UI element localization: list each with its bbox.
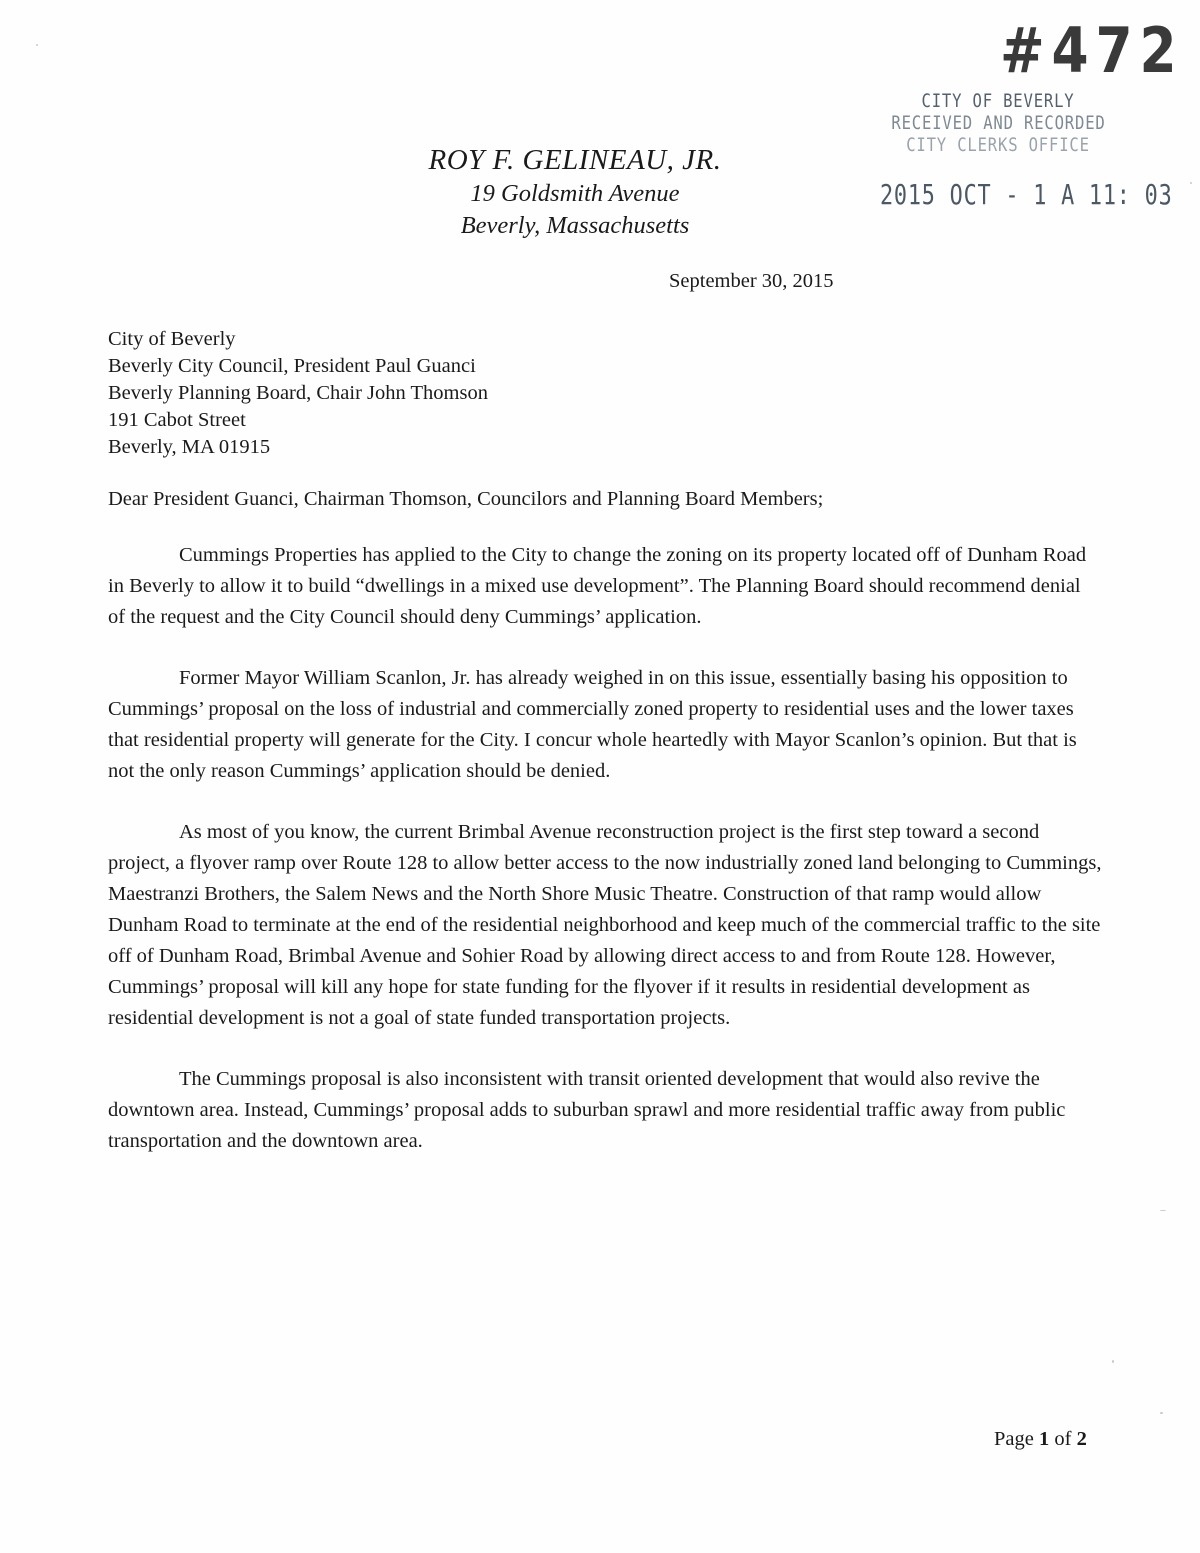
address-line: Beverly Planning Board, Chair John Thomson [108, 382, 488, 404]
stamp-received-line: RECEIVED AND RECORDED [891, 112, 1106, 134]
recipient-address [108, 326, 488, 461]
scan-speck [36, 44, 38, 46]
body-paragraph: As most of you know, the current Brimbal Avenue reconstruction project is the first step toward a second project, a flyover ramp over Route 128 to allow better access to the now industrially zoned land belonging to Cummings, Maestranzi Brothers, the Salem News and the North Shore Music Theatre. Construction of that ramp would allow Dunham Road to terminate at the end of the residential neighborhood and keep much of the commercial traffic to the site off of Dunham Road, Brimbal Avenue and Sohier Road by allowing direct access to and from Route 128. However, Cummings’ proposal will kill any hope for state funding for the flyover if it results in residential development as residential development is not a goal of state funded transportation projects. [108, 821, 1102, 1029]
address-line: City of Beverly [108, 328, 236, 350]
address-line: 191 Cabot Street [108, 409, 246, 431]
letter-date: September 30, 2015 [669, 270, 834, 292]
address-line: Beverly, MA 01915 [108, 436, 271, 458]
salutation: Dear President Guanci, Chairman Thomson, Councilors and Planning Board Members; [108, 488, 824, 510]
scan-speck [1160, 1412, 1163, 1414]
stamp-city-line: CITY OF BEVERLY [921, 90, 1075, 112]
page-word: Page [994, 1428, 1034, 1450]
body-paragraph: Former Mayor William Scanlon, Jr. has already weighed in on this issue, essentially basing his opposition to Cummings’ proposal on the loss of industrial and commercially zoned property to residential uses and the lower taxes that residential property will generate for the City. I concur whole heartedly with Mayor Scanlon’s opinion. But that is not the only reason Cummings’ application should be denied. [108, 667, 1077, 782]
sender-city: Beverly, Massachusetts [460, 212, 690, 239]
page-current: 1 [1038, 1428, 1050, 1450]
sender-name: ROY F. GELINEAU, JR. [428, 144, 722, 176]
letterhead [380, 142, 770, 242]
page-number [994, 1428, 1087, 1451]
sender-street: 19 Goldsmith Avenue [470, 180, 680, 207]
clerk-received-stamp [868, 90, 1128, 156]
scan-speck [1160, 1210, 1166, 1211]
body-paragraph: The Cummings proposal is also inconsistent with transit oriented development that would also revive the downtown area. Instead, Cummings’ proposal adds to suburban sprawl and more residential traffic away from public transportation and the downtown area. [108, 1068, 1066, 1152]
body-paragraph: Cummings Properties has applied to the City to change the zoning on its property located off of Dunham Road in Beverly to allow it to build “dwellings in a mixed use development”. The Planning Board should recommend denial of the request and the City Council should deny Cummings’ application. [108, 544, 1087, 628]
page-total: 2 [1076, 1428, 1087, 1450]
address-line: Beverly City Council, President Paul Guanci [108, 355, 476, 377]
scan-speck [1190, 182, 1192, 184]
stamp-office-line: CITY CLERKS OFFICE [906, 134, 1090, 156]
document-number-stamp: #472 [1000, 14, 1184, 87]
stamp-date-time: 2015 OCT - 1 A 11: 03 [880, 178, 1173, 211]
scan-speck [1112, 1360, 1114, 1363]
page-of: of [1054, 1428, 1072, 1450]
letter-body [108, 540, 1102, 1187]
